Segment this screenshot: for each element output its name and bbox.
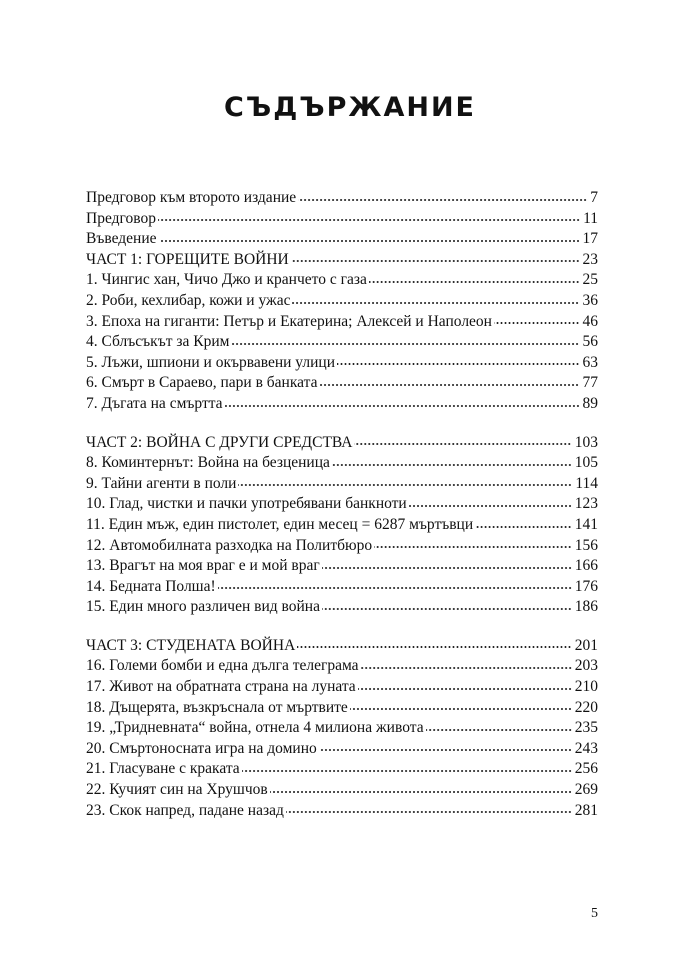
- toc-entry: [86, 718, 598, 739]
- page-title: СЪДЪРЖАНИЕ: [224, 92, 476, 123]
- toc-entry-page: 63: [582, 353, 598, 371]
- toc-entry-title: 4. Сблъсъкът за Крим: [86, 333, 230, 351]
- toc-entry-page: 210: [574, 678, 598, 696]
- toc-entry: [86, 536, 598, 557]
- dot-leader: [322, 607, 572, 611]
- toc-entry-page: 186: [574, 598, 598, 616]
- table-of-contents: [86, 188, 598, 821]
- toc-entry: [86, 433, 598, 454]
- dot-leader: [286, 810, 572, 814]
- toc-entry-title: 15. Един много различен вид война: [86, 598, 320, 616]
- toc-entry-title: 8. Коминтернът: Война на безценица: [86, 454, 330, 472]
- toc-entry: [86, 353, 598, 374]
- toc-entry-title: 22. Кучият син на Хрушчов: [86, 781, 268, 799]
- toc-entry-page: 269: [574, 781, 598, 799]
- toc-entry-title: 3. Епоха на гиганти: Петър и Екатерина; Алексей и Наполеон: [86, 312, 492, 330]
- toc-entry: [86, 656, 598, 677]
- toc-entry-page: 7: [590, 189, 598, 206]
- dot-leader: [319, 383, 579, 387]
- toc-entry: [86, 250, 598, 271]
- toc-entry: [86, 291, 598, 312]
- toc-entry-page: 201: [574, 636, 598, 654]
- toc-entry-page: 25: [582, 271, 598, 289]
- dot-leader: [231, 342, 579, 346]
- toc-entry-page: 156: [574, 536, 598, 554]
- toc-entry-page: 281: [574, 801, 598, 819]
- dot-leader: [409, 504, 572, 508]
- toc-entry-title: 13. Врагът на моя враг е и мой враг: [86, 557, 320, 575]
- dot-leader: [297, 645, 571, 649]
- toc-entry: [86, 577, 598, 598]
- dot-leader: [337, 362, 580, 366]
- toc-entry-title: 21. Гласуване с краката: [86, 760, 240, 778]
- toc-section-part-2: [86, 433, 598, 618]
- toc-entry: [86, 780, 598, 801]
- dot-leader: [242, 769, 572, 773]
- toc-entry-page: 176: [574, 577, 598, 595]
- toc-entry: [86, 515, 598, 536]
- toc-entry-page: 203: [574, 657, 598, 675]
- dot-leader: [158, 218, 580, 222]
- toc-entry: [86, 494, 598, 515]
- toc-entry: [86, 209, 598, 230]
- toc-entry-title: 23. Скок напред, падане назад: [86, 801, 284, 819]
- dot-leader: [332, 463, 572, 467]
- dot-leader: [298, 198, 587, 202]
- dot-leader: [322, 566, 572, 570]
- dot-leader: [218, 586, 572, 590]
- toc-entry: [86, 801, 598, 822]
- toc-entry-page: 56: [582, 333, 598, 351]
- dot-leader: [369, 280, 580, 284]
- toc-entry-title: 16. Големи бомби и една дълга телеграма: [86, 657, 359, 675]
- toc-entry-title: 7. Дъгата на смъртта: [86, 394, 223, 412]
- toc-entry: [86, 453, 598, 474]
- toc-entry-page: 141: [574, 515, 598, 533]
- toc-entry: [86, 759, 598, 780]
- toc-entry-title: Въведение: [86, 230, 157, 248]
- dot-leader: [494, 321, 580, 325]
- dot-leader: [350, 707, 572, 711]
- toc-entry-page: 235: [574, 719, 598, 737]
- toc-entry-page: 23: [582, 250, 598, 268]
- toc-entry-title: 11. Един мъж, един пистолет, един месец = 6287 мъртъвци: [86, 515, 474, 533]
- toc-entry-title: ЧАСТ 1: ГОРЕЩИТЕ ВОЙНИ: [86, 250, 289, 268]
- toc-entry-page: 89: [582, 394, 598, 412]
- dot-leader: [270, 790, 572, 794]
- toc-entry: [86, 739, 598, 760]
- toc-entry: [86, 373, 598, 394]
- toc-entry-page: 36: [582, 291, 598, 309]
- toc-entry-page: 11: [583, 209, 598, 227]
- dot-leader: [374, 545, 572, 549]
- toc-entry-title: 2. Роби, кехлибар, кожи и ужас: [86, 291, 291, 309]
- toc-entry: [86, 698, 598, 719]
- toc-entry-page: 77: [582, 374, 598, 392]
- toc-entry-page: 105: [574, 454, 598, 472]
- toc-entry-page: 256: [574, 760, 598, 778]
- dot-leader: [319, 748, 572, 752]
- toc-entry-page: 166: [574, 557, 598, 575]
- toc-entry-title: Предговор: [86, 209, 156, 227]
- toc-entry-page: 114: [575, 474, 598, 492]
- dot-leader: [238, 483, 572, 487]
- toc-entry-title: 14. Бедната Полша!: [86, 577, 216, 595]
- toc-entry: [86, 188, 598, 209]
- toc-entry: [86, 636, 598, 657]
- toc-entry: [86, 474, 598, 495]
- dot-leader: [225, 404, 580, 408]
- toc-entry-title: 18. Дъщерята, възкръснала от мъртвите: [86, 698, 348, 716]
- toc-entry-title: 9. Тайни агенти в поли: [86, 474, 237, 492]
- toc-entry: [86, 597, 598, 618]
- toc-entry-page: 243: [574, 739, 598, 757]
- dot-leader: [361, 666, 572, 670]
- toc-entry-title: 1. Чингис хан, Чичо Джо и кранчето с газа: [86, 271, 367, 289]
- dot-leader: [291, 259, 580, 263]
- dot-leader: [426, 728, 572, 732]
- toc-entry-title: 10. Глад, чистки и пачки употребявани банкноти: [86, 495, 407, 513]
- toc-entry-page: 17: [582, 230, 598, 248]
- toc-entry-page: 103: [574, 433, 598, 451]
- toc-section-part-3: [86, 636, 598, 821]
- dot-leader: [475, 525, 572, 529]
- toc-entry-title: 6. Смърт в Сараево, пари в банката: [86, 374, 318, 392]
- toc-entry-title: 12. Автомобилната разходка на Политбюро: [86, 536, 373, 554]
- toc-entry: [86, 677, 598, 698]
- page-number: 5: [591, 906, 598, 921]
- dot-leader: [292, 301, 579, 305]
- toc-entry-page: 220: [574, 698, 598, 716]
- toc-entry: [86, 332, 598, 353]
- dot-leader: [354, 442, 571, 446]
- toc-entry: [86, 270, 598, 291]
- toc-entry: [86, 556, 598, 577]
- toc-entry: [86, 229, 598, 250]
- toc-entry-title: ЧАСТ 2: ВОЙНА С ДРУГИ СРЕДСТВА: [86, 433, 353, 451]
- dot-leader: [358, 687, 572, 691]
- toc-entry-page: 123: [574, 495, 598, 513]
- toc-entry-title: 5. Лъжи, шпиони и окървавени улици: [86, 353, 335, 371]
- toc-entry-title: Предговор към второто издание: [86, 189, 297, 206]
- toc-entry-title: 19. „Тридневната“ война, отнела 4 милиона живота: [86, 719, 424, 737]
- toc-entry-title: 20. Смъртоносната игра на домино: [86, 739, 317, 757]
- toc-entry-title: ЧАСТ 3: СТУДЕНАТА ВОЙНА: [86, 636, 296, 654]
- toc-entry-page: 46: [582, 312, 598, 330]
- toc-entry: [86, 394, 598, 415]
- toc-section-front: [86, 188, 598, 415]
- dot-leader: [159, 239, 580, 243]
- toc-entry: [86, 312, 598, 333]
- toc-entry-title: 17. Живот на обратната страна на луната: [86, 678, 356, 696]
